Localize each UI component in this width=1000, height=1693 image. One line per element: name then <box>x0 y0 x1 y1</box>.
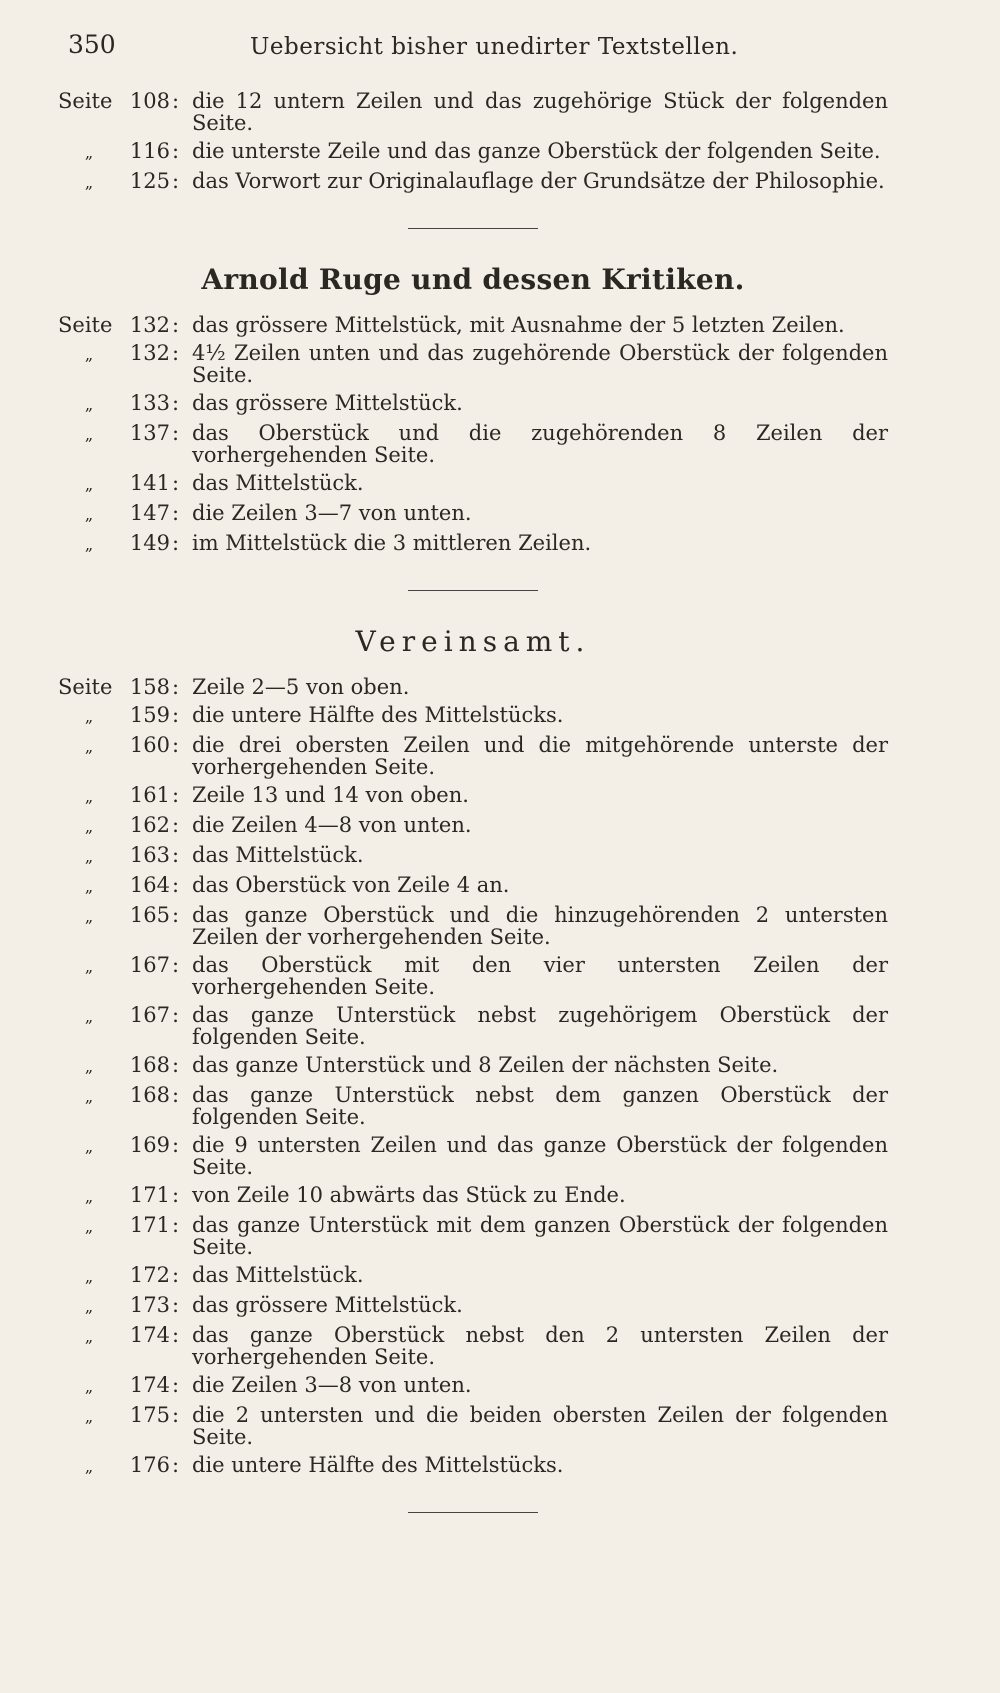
entry-text: die untere Hälfte des Mittelstücks. <box>192 1453 564 1477</box>
entry-prefix: „ <box>84 817 94 836</box>
entry-colon: : <box>172 1453 180 1477</box>
entry-colon: : <box>172 953 180 977</box>
entry-prefix: Seite <box>58 675 113 699</box>
entry-prefix: „ <box>84 907 94 926</box>
entry-text: Zeile 2—5 von oben. <box>192 675 410 699</box>
entry-colon: : <box>172 783 180 807</box>
section <box>58 90 888 194</box>
entry-colon: : <box>172 341 180 365</box>
entry-colon: : <box>172 1183 180 1207</box>
entry-row <box>58 472 888 496</box>
entry-page-number: 172 <box>129 1263 170 1287</box>
entry-prefix: „ <box>84 847 94 866</box>
entry-prefix: „ <box>84 737 94 756</box>
entry-page-number: 171 <box>129 1183 170 1207</box>
entry-row <box>58 1324 888 1368</box>
entry-page-number: 171 <box>129 1213 170 1237</box>
page-content <box>58 90 888 1547</box>
entry-text: die Zeilen 3—7 von unten. <box>192 501 472 525</box>
entry-colon: : <box>172 675 180 699</box>
entry-text: das ganze Oberstück nebst den 2 untersten Zeilen der vorhergehenden Seite. <box>192 1323 888 1369</box>
entry-prefix: „ <box>84 1007 94 1026</box>
entry-prefix: „ <box>84 1327 94 1346</box>
section <box>58 590 888 1478</box>
entry-text: das ganze Unterstück mit dem ganzen Oberstück der folgenden Seite. <box>192 1213 888 1259</box>
entry-page-number: 132 <box>129 341 170 365</box>
entry-text: das grössere Mittelstück. <box>192 391 463 415</box>
entry-colon: : <box>172 313 180 337</box>
entry-page-number: 161 <box>129 783 170 807</box>
entry-page-number: 160 <box>129 733 170 757</box>
entry-text: das ganze Unterstück nebst zugehörigem Oberstück der folgenden Seite. <box>192 1003 888 1049</box>
entry-row <box>58 1404 888 1448</box>
entry-prefix: „ <box>84 1377 94 1396</box>
entry-text: die 2 untersten und die beiden obersten Zeilen der folgenden Seite. <box>192 1403 888 1449</box>
entry-colon: : <box>172 169 180 193</box>
entry-colon: : <box>172 139 180 163</box>
entry-row <box>58 1004 888 1048</box>
entry-colon: : <box>172 903 180 927</box>
entry-text: das Oberstück und die zugehörenden 8 Zeilen der vorhergehenden Seite. <box>192 421 888 467</box>
entry-row <box>58 502 888 526</box>
entry-text: im Mittelstück die 3 mittleren Zeilen. <box>192 531 592 555</box>
entry-text: das Oberstück von Zeile 4 an. <box>192 873 510 897</box>
entry-row <box>58 342 888 386</box>
entry-page-number: 132 <box>129 313 170 337</box>
entry-row <box>58 734 888 778</box>
entry-prefix: „ <box>84 877 94 896</box>
page-number: 350 <box>68 30 116 59</box>
entry-row <box>58 90 888 134</box>
entry-row <box>58 1084 888 1128</box>
entry-text: das Mittelstück. <box>192 843 364 867</box>
entry-prefix: „ <box>84 1457 94 1476</box>
entry-page-number: 147 <box>129 501 170 525</box>
entry-page-number: 168 <box>129 1053 170 1077</box>
entry-text: das grössere Mittelstück. <box>192 1293 463 1317</box>
entry-text: die Zeilen 4—8 von unten. <box>192 813 472 837</box>
entry-row <box>58 140 888 164</box>
entry-colon: : <box>172 531 180 555</box>
entry-text: das ganze Unterstück und 8 Zeilen der nächsten Seite. <box>192 1053 779 1077</box>
entry-text: von Zeile 10 abwärts das Stück zu Ende. <box>192 1183 626 1207</box>
entry-row <box>58 1184 888 1208</box>
entry-prefix: „ <box>84 535 94 554</box>
entry-text: das Mittelstück. <box>192 1263 364 1287</box>
entry-prefix: „ <box>84 787 94 806</box>
section-divider <box>408 590 538 591</box>
entry-page-number: 175 <box>129 1403 170 1427</box>
entry-row <box>58 704 888 728</box>
entry-text: das ganze Oberstück und die hinzugehörenden 2 untersten Zeilen der vorhergehenden Seite. <box>192 903 888 949</box>
entry-colon: : <box>172 813 180 837</box>
entry-page-number: 169 <box>129 1133 170 1157</box>
entry-colon: : <box>172 843 180 867</box>
entry-colon: : <box>172 1213 180 1237</box>
entry-prefix: „ <box>84 475 94 494</box>
entry-page-number: 158 <box>129 675 170 699</box>
entry-colon: : <box>172 733 180 757</box>
entry-prefix: „ <box>84 1267 94 1286</box>
entry-colon: : <box>172 421 180 445</box>
entry-colon: : <box>172 1403 180 1427</box>
entry-page-number: 133 <box>129 391 170 415</box>
entry-row <box>58 954 888 998</box>
entry-page-number: 149 <box>129 531 170 555</box>
entry-text: die drei obersten Zeilen und die mitgehörende unterste der vorhergehenden Seite. <box>192 733 888 779</box>
entry-prefix: „ <box>84 707 94 726</box>
entry-prefix: „ <box>84 425 94 444</box>
entry-colon: : <box>172 1293 180 1317</box>
entry-colon: : <box>172 1263 180 1287</box>
entry-row <box>58 676 888 698</box>
entry-text: die unterste Zeile und das ganze Oberstück der folgenden Seite. <box>192 139 881 163</box>
entry-row <box>58 1054 888 1078</box>
entry-text: Zeile 13 und 14 von oben. <box>192 783 469 807</box>
entry-colon: : <box>172 1373 180 1397</box>
entry-page-number: 108 <box>129 89 170 113</box>
entry-prefix: „ <box>84 957 94 976</box>
entry-colon: : <box>172 1083 180 1107</box>
entry-row <box>58 1214 888 1258</box>
entry-prefix: „ <box>84 345 94 364</box>
section-title: Vereinsamt. <box>355 625 591 658</box>
entry-text: die 9 untersten Zeilen und das ganze Oberstück der folgenden Seite. <box>192 1133 888 1179</box>
entry-colon: : <box>172 873 180 897</box>
entry-row <box>58 532 888 556</box>
entry-prefix: „ <box>84 143 94 162</box>
entry-page-number: 141 <box>129 471 170 495</box>
entry-colon: : <box>172 391 180 415</box>
entry-page-number: 174 <box>129 1323 170 1347</box>
entry-row <box>58 314 888 336</box>
entry-prefix: Seite <box>58 89 113 113</box>
entry-prefix: „ <box>84 1087 94 1106</box>
entry-page-number: 165 <box>129 903 170 927</box>
entry-prefix: „ <box>84 505 94 524</box>
running-title: Uebersicht bisher unedirter Textstellen. <box>250 34 739 60</box>
entry-prefix: Seite <box>58 313 113 337</box>
entry-page-number: 167 <box>129 953 170 977</box>
entry-row <box>58 392 888 416</box>
page-header <box>68 30 940 70</box>
entry-row <box>58 1264 888 1288</box>
entry-row <box>58 844 888 868</box>
entry-page-number: 163 <box>129 843 170 867</box>
entry-text: die 12 untern Zeilen und das zugehörige Stück der folgenden Seite. <box>192 89 888 135</box>
entry-colon: : <box>172 1003 180 1027</box>
section-title: Arnold Ruge und dessen Kritiken. <box>201 263 745 296</box>
entry-prefix: „ <box>84 1137 94 1156</box>
entry-prefix: „ <box>84 1407 94 1426</box>
entry-prefix: „ <box>84 395 94 414</box>
entry-page-number: 125 <box>129 169 170 193</box>
entry-row <box>58 1454 888 1478</box>
entry-page-number: 116 <box>129 139 170 163</box>
entry-row <box>58 170 888 194</box>
entry-text: das Vorwort zur Originalauflage der Grundsätze der Philosophie. <box>192 169 885 193</box>
entry-row <box>58 814 888 838</box>
entry-prefix: „ <box>84 1187 94 1206</box>
entry-row <box>58 1134 888 1178</box>
entry-colon: : <box>172 89 180 113</box>
entry-page-number: 173 <box>129 1293 170 1317</box>
entry-page-number: 167 <box>129 1003 170 1027</box>
entry-page-number: 159 <box>129 703 170 727</box>
entry-text: 4½ Zeilen unten und das zugehörende Oberstück der folgenden Seite. <box>192 341 888 387</box>
entry-page-number: 174 <box>129 1373 170 1397</box>
entry-text: das ganze Unterstück nebst dem ganzen Oberstück der folgenden Seite. <box>192 1083 888 1129</box>
final-divider <box>408 1512 538 1513</box>
entry-row <box>58 874 888 898</box>
entry-text: die Zeilen 3—8 von unten. <box>192 1373 472 1397</box>
entry-page-number: 168 <box>129 1083 170 1107</box>
entry-row <box>58 1294 888 1318</box>
entry-prefix: „ <box>84 1217 94 1236</box>
entry-text: das grössere Mittelstück, mit Ausnahme der 5 letzten Zeilen. <box>192 313 845 337</box>
entry-page-number: 137 <box>129 421 170 445</box>
entry-row <box>58 904 888 948</box>
entry-colon: : <box>172 1323 180 1347</box>
entry-text: die untere Hälfte des Mittelstücks. <box>192 703 564 727</box>
entry-colon: : <box>172 703 180 727</box>
section <box>58 228 888 556</box>
entry-prefix: „ <box>84 1057 94 1076</box>
entry-colon: : <box>172 501 180 525</box>
entry-colon: : <box>172 471 180 495</box>
entry-text: das Mittelstück. <box>192 471 364 495</box>
entry-page-number: 162 <box>129 813 170 837</box>
entry-row <box>58 1374 888 1398</box>
entry-page-number: 176 <box>129 1453 170 1477</box>
entry-prefix: „ <box>84 1297 94 1316</box>
entry-page-number: 164 <box>129 873 170 897</box>
section-divider <box>408 228 538 229</box>
entry-text: das Oberstück mit den vier untersten Zeilen der vorhergehenden Seite. <box>192 953 888 999</box>
entry-row <box>58 784 888 808</box>
entry-prefix: „ <box>84 173 94 192</box>
entry-colon: : <box>172 1053 180 1077</box>
entry-colon: : <box>172 1133 180 1157</box>
entry-row <box>58 422 888 466</box>
